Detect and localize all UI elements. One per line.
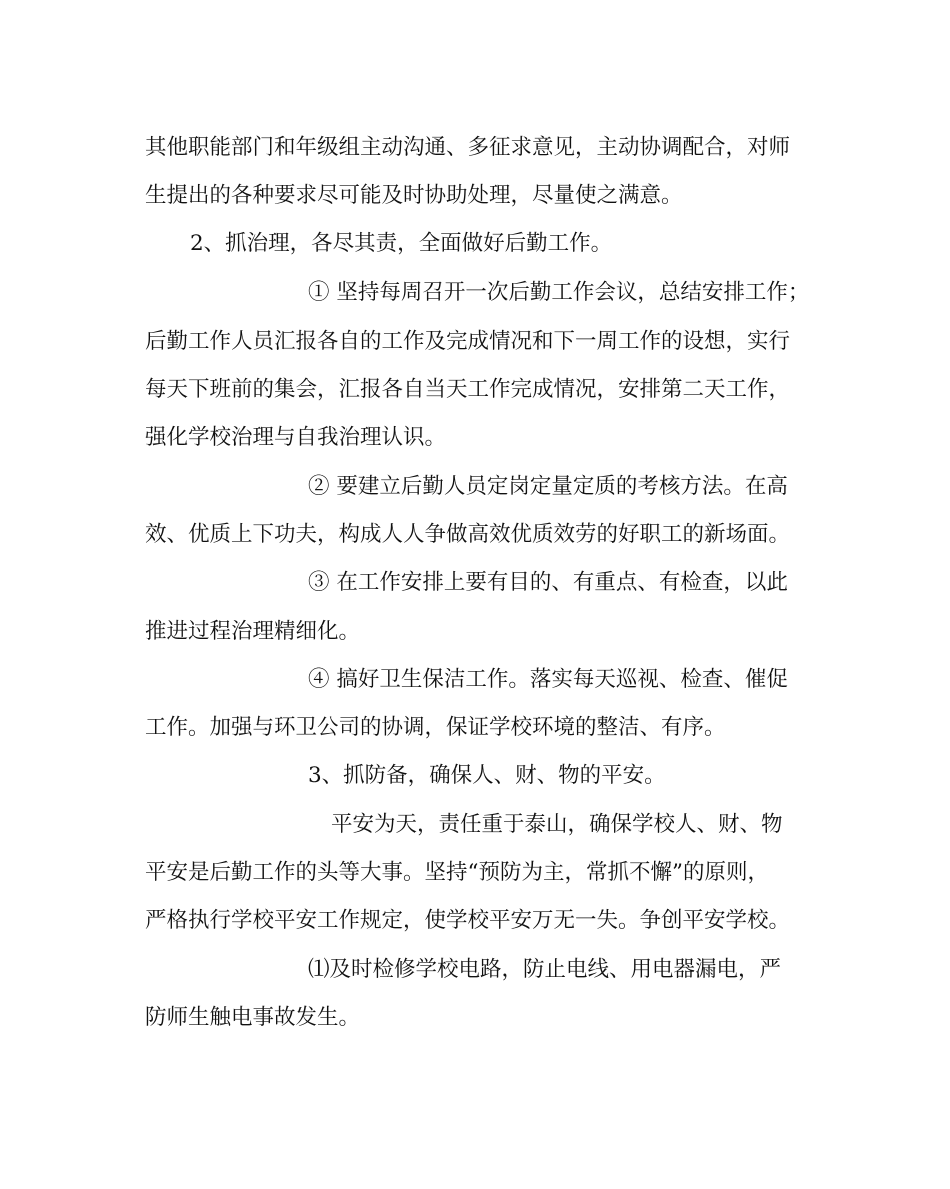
section-heading: 2、抓治理，各尽其责，全面做好后勤工作。 [190,231,613,256]
text-line: 平安是后勤工作的头等大事。坚持“预防为主，常抓不懈”的原则， [145,860,769,885]
list-item-start: ③ 在工作安排上要有目的、有重点、有检查，以此 [308,570,788,595]
paragraph-start: 平安为天，责任重于泰山，确保学校人、财、物 [331,812,783,837]
list-item-start: ⑴及时检修学校电路，防止电线、用电器漏电，严 [308,957,782,982]
text-line: 其他职能部门和年级组主动沟通、多征求意见，主动协调配合，对师 [145,135,791,160]
list-item-start: ② 要建立后勤人员定岗定量定质的考核方法。在高 [308,474,788,499]
text-line: 强化学校治理与自我治理认识。 [145,425,447,450]
text-line: 生提出的各种要求尽可能及时协助处理，尽量使之满意。 [145,183,683,208]
list-item-start: ① 坚持每周召开一次后勤工作会议，总结安排工作； [308,280,810,305]
text-line: 严格执行学校平安工作规定，使学校平安万无一失。争创平安学校。 [145,908,791,933]
text-line: 防师生触电事故发生。 [145,1005,361,1030]
text-line: 工作。加强与环卫公司的协调，保证学校环境的整洁、有序。 [145,715,726,740]
text-line: 每天下班前的集会，汇报各自当天工作完成情况，安排第二天工作， [145,377,791,402]
text-line: 效、优质上下功夫，构成人人争做高效优质效劳的好职工的新场面。 [145,522,791,547]
text-line: 后勤工作人员汇报各自的工作及完成情况和下一周工作的设想，实行 [145,329,791,354]
text-line: 推进过程治理精细化。 [145,619,361,644]
section-heading: 3、抓防备，确保人、财、物的平安。 [308,763,666,788]
list-item-start: ④ 搞好卫生保洁工作。落实每天巡视、检查、催促 [308,667,788,692]
